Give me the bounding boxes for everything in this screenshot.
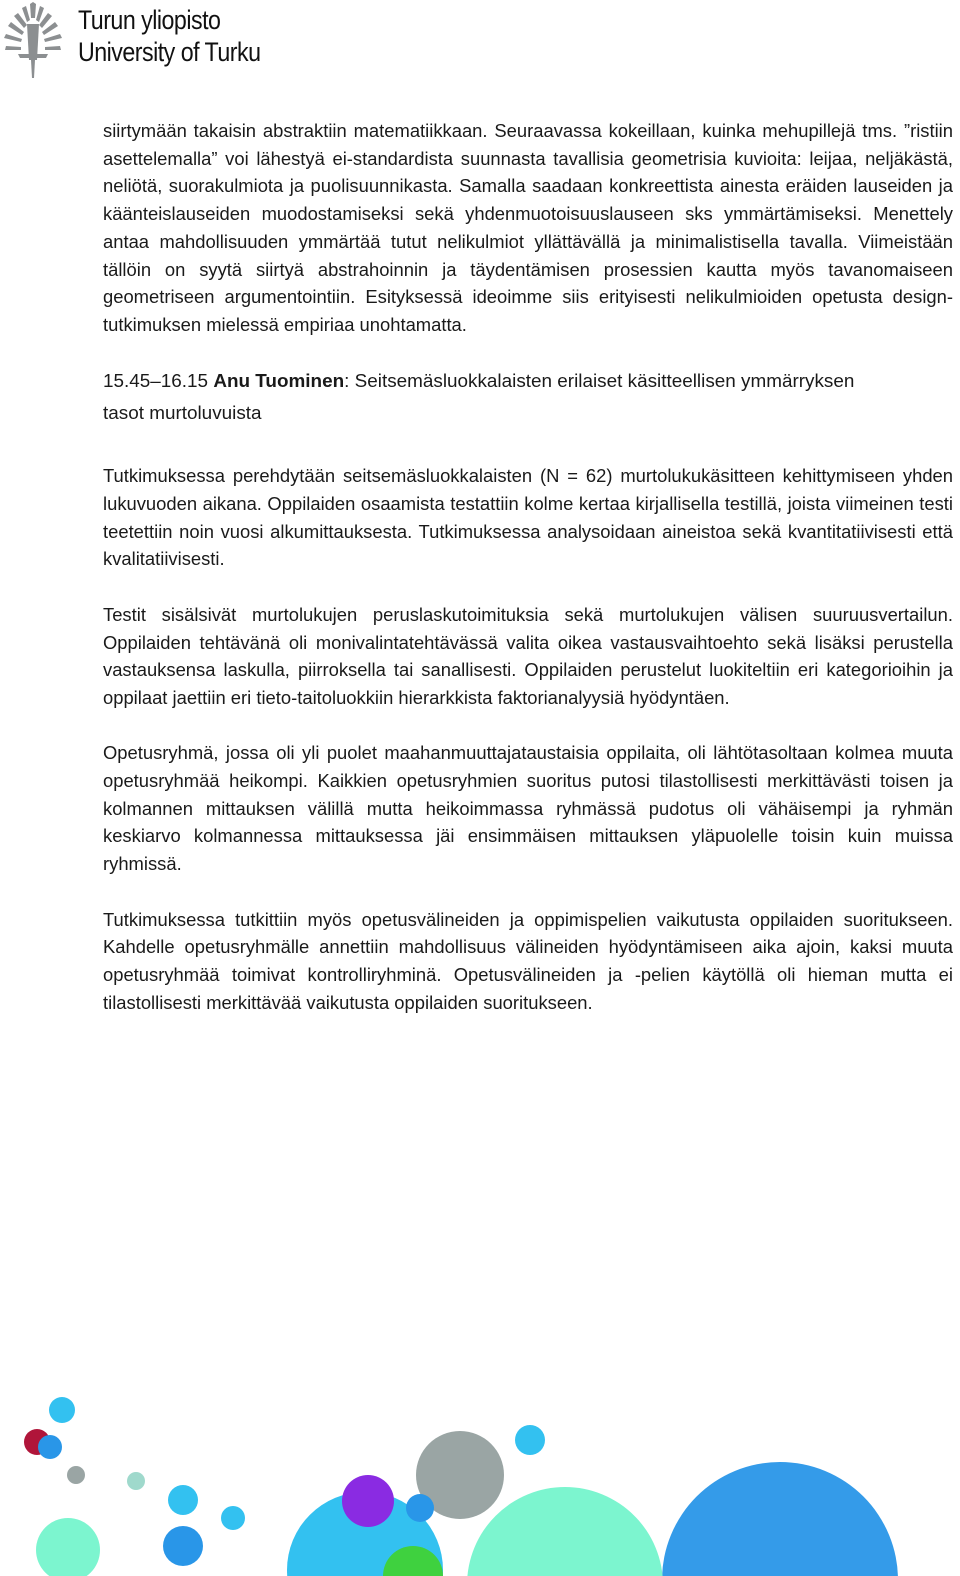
session-speaker: Anu Tuominen bbox=[213, 371, 345, 393]
session-title-line1: : Seitsemäsluokkalaisten erilaiset käsitteellisen ymmärryksen bbox=[344, 371, 855, 393]
torch-emblem-icon bbox=[0, 0, 70, 80]
decorative-circles bbox=[0, 1380, 960, 1576]
circle-cyan-left-mid bbox=[168, 1485, 198, 1515]
decorative-circles-graphic bbox=[0, 1380, 960, 1576]
logo-line-finnish: Turun yliopisto bbox=[78, 5, 221, 35]
session-time: 15.45–16.15 bbox=[103, 371, 209, 393]
circle-blue-small-mid bbox=[406, 1494, 434, 1522]
paragraph-2: Testit sisälsivät murtolukujen peruslaskutoimituksia sekä murtolukujen välisen suuruusvertailun. Oppilaiden tehtävänä oli monivalintatehtävässä valita oikea vastausvaihtoehto sekä lisäksi perustella vastauksensa laskulla, piirroksella tai sanallisesti. Oppilaiden perustelut luokiteltiin eri kategorioihin ja oppilaat jaettiin eri tieto-taitoluokkiin hierarkkista faktorianalyysiä hyödyntäen. bbox=[103, 603, 953, 708]
session-heading bbox=[103, 366, 953, 430]
circle-mint-large bbox=[467, 1487, 663, 1576]
circle-cyan-left-low bbox=[221, 1506, 245, 1530]
paragraph-3: Opetusryhmä, jossa oli yli puolet maahanmuuttajataustaisia oppilaita, oli lähtötasoltaan kolmea muuta opetusryhmää heikompi. Kaikkien opetusryhmien suoritus putosi tilastollisesti merkittävästi toisen ja kolmannen mittauksen välillä mutta heikoimmassa ryhmässä pudotus oli vähäisempi ja ryhmän keskiarvo kolmannessa mittauksessa jäi ensimmäisen mittauksen yläpuolelle toisin kuin muissa ryhmissä. bbox=[103, 742, 953, 875]
document-body bbox=[103, 117, 953, 1044]
circle-blue-left-low bbox=[163, 1526, 203, 1566]
circle-blue-left bbox=[38, 1435, 62, 1459]
logo-line-english: University of Turku bbox=[78, 37, 261, 67]
circle-purple bbox=[342, 1475, 394, 1527]
circle-cyan-small-mid bbox=[515, 1425, 545, 1455]
circle-blue-large-right bbox=[662, 1462, 898, 1576]
circle-gray-small bbox=[67, 1466, 85, 1484]
paragraph-4: Tutkimuksessa tutkittiin myös opetusvälineiden ja oppimispelien vaikutusta oppilaiden suoritukseen. Kahdelle opetusryhmälle annettiin mahdollisuus välineiden hyödyntämiseen aika ajoin, kaksi muuta opetusryhmää toimivat kontrolliryhminä. Opetusvälineiden ja -pelien käytöllä oli hieman mutta ei tilastollisesti merkittävää vaikutusta oppilaiden suoritukseen. bbox=[103, 908, 953, 1013]
paragraph-intro: siirtymään takaisin abstraktiin matematiikkaan. Seuraavassa kokeillaan, kuinka mehupillejä tms. ”ristiin asettelemalla” voi lähestyä ei-standardista suunnasta tavallisia geometrisia kuvioita: leijaa, neljäkästä, neliötä, suorakulmiota ja puolisuunnikasta. Samalla saadaan konkreettista ainesta eräiden lauseiden ja käänteislauseiden muodostamiseksi sekä yhdenmuotoisuuslauseen sks ymmärtämiseksi. Menettely antaa mahdollisuuden ymmärtää tutut nelikulmiot yllättävällä ja minimalistisella tavalla. Viimeistään tällöin on syytä siirtyä abstrahoinnin ja täydentämisen prosessien kautta myös tavanomaiseen geometriseen argumentointiin. Esityksessä ideoimme siis erityisesti nelikulmioiden opetusta design-tutkimuksen mielessä empiriaa unohtamatta. bbox=[103, 120, 953, 335]
session-title-line2: tasot murtoluvuista bbox=[103, 403, 262, 425]
circle-teal-small bbox=[127, 1472, 145, 1490]
circle-mint-left bbox=[36, 1518, 100, 1576]
university-logo bbox=[0, 0, 280, 80]
circle-cyan-top-left bbox=[49, 1397, 75, 1423]
paragraph-1: Tutkimuksessa perehdytään seitsemäsluokkalaisten (N = 62) murtolukukäsitteen kehittymiseen yhden lukuvuoden aikana. Oppilaiden osaamista testattiin kolme kertaa kirjallisella testillä, joista viimeinen testi teetettiin noin vuosi alkumittauksesta. Tutkimuksessa analysoidaan aineistoa sekä kvantitatiivisesti että kvalitatiivisesti. bbox=[103, 465, 953, 570]
logo-wordmark bbox=[78, 4, 290, 68]
